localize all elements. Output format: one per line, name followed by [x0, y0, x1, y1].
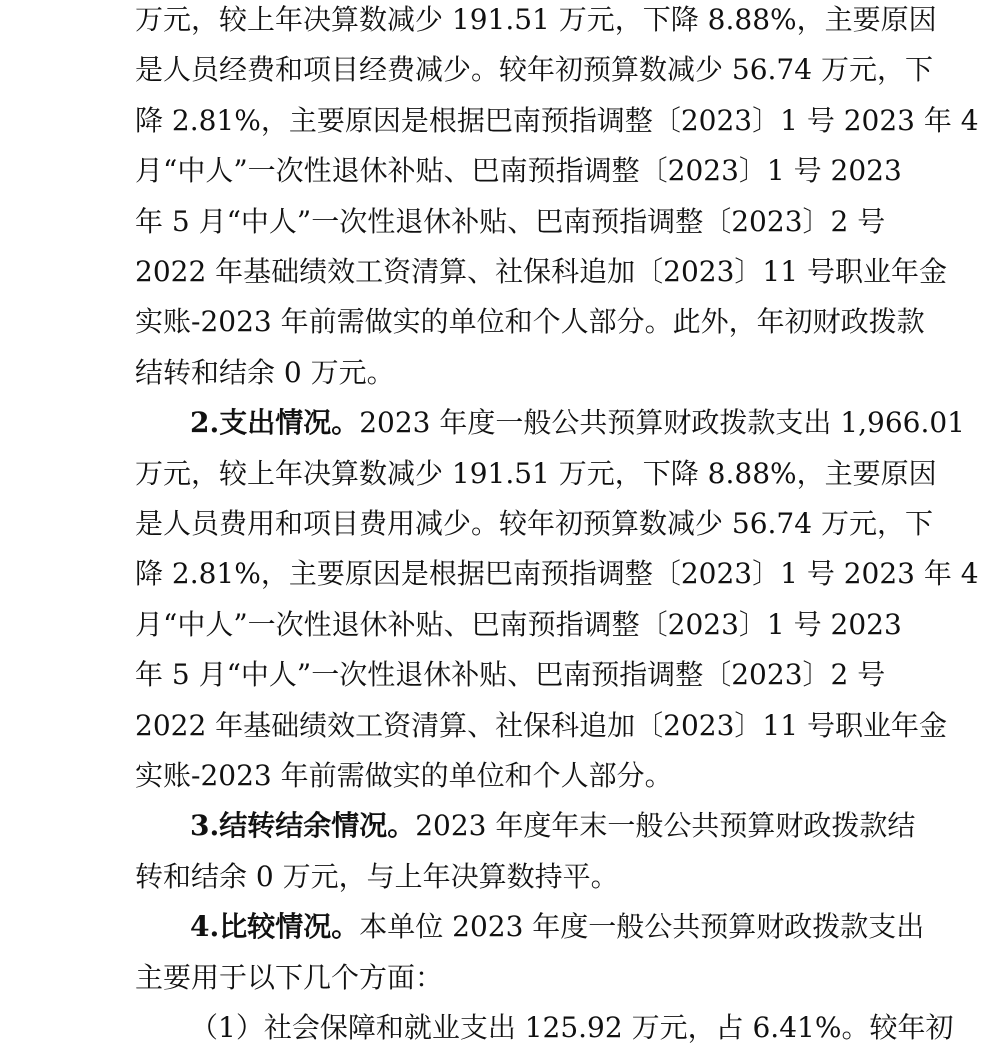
- text-line: [135, 146, 902, 196]
- text-line: [135, 197, 886, 247]
- line-text: 2022 年基础绩效工资清算、社保科追加〔2023〕11 号职业年金: [135, 255, 947, 288]
- text-line: [135, 751, 875, 801]
- line-text: 万元，较上年决算数减少 191.51 万元，下降 8.88%，主要原因: [135, 456, 937, 490]
- section-heading: 3.结转结余情况。: [190, 809, 416, 843]
- text-line: [135, 701, 947, 751]
- text-line: [135, 0, 937, 45]
- line-text: 2023 年度年末一般公共预算财政拨款结: [415, 809, 916, 843]
- line-text: 月“中人”一次性退休补贴、巴南预指调整〔2023〕1 号 2023: [135, 154, 902, 188]
- text-line: [135, 549, 979, 599]
- line-text: 实账-2023 年前需做实的单位和个人部分。: [135, 759, 673, 792]
- line-text: 结转和结余 0 万元。: [135, 355, 395, 389]
- text-line: [190, 1003, 954, 1053]
- line-text: 是人员经费和项目经费减少。较年初预算数减少 56.74 万元，下: [135, 53, 933, 87]
- line-text: （1）社会保障和就业支出 125.92 万元，占 6.41%。较年初: [190, 1011, 954, 1044]
- text-line: [135, 297, 925, 347]
- text-line: [135, 499, 933, 549]
- line-text: 月“中人”一次性退休补贴、巴南预指调整〔2023〕1 号 2023: [135, 607, 902, 641]
- line-text: 2023 年度一般公共预算财政拨款支出 1,966.01: [359, 406, 965, 440]
- line-text: 2022 年基础绩效工资清算、社保科追加〔2023〕11 号职业年金: [135, 708, 947, 742]
- text-line: [190, 902, 925, 952]
- text-line: [190, 398, 965, 448]
- line-text: 降 2.81%，主要原因是根据巴南预指调整〔2023〕1 号 2023 年 4: [135, 557, 979, 591]
- text-line: [135, 247, 947, 297]
- line-text: 实账-2023 年前需做实的单位和个人部分。此外，年初财政拨款: [135, 305, 925, 339]
- text-line: [135, 953, 875, 1003]
- text-line: [135, 852, 875, 902]
- line-text: 转和结余 0 万元，与上年决算数持平。: [135, 859, 619, 893]
- line-text: 降 2.81%，主要原因是根据巴南预指调整〔2023〕1 号 2023 年 4: [135, 103, 979, 137]
- line-text: 万元，较上年决算数减少 191.51 万元，下降 8.88%，主要原因: [135, 3, 937, 36]
- line-text: 年 5 月“中人”一次性退休补贴、巴南预指调整〔2023〕2 号: [135, 204, 886, 238]
- text-line: [190, 801, 916, 851]
- text-line: [135, 45, 933, 95]
- text-line: [135, 600, 902, 650]
- section-heading: 2.支出情况。: [190, 406, 360, 440]
- section-heading: 4.比较情况。: [190, 910, 360, 944]
- text-line: [135, 650, 886, 700]
- line-text: 年 5 月“中人”一次性退休补贴、巴南预指调整〔2023〕2 号: [135, 658, 886, 692]
- text-line: [135, 348, 875, 398]
- text-line: [135, 96, 979, 146]
- line-text: 是人员费用和项目费用减少。较年初预算数减少 56.74 万元，下: [135, 507, 933, 540]
- line-text: 主要用于以下几个方面：: [135, 960, 444, 994]
- line-text: 本单位 2023 年度一般公共预算财政拨款支出: [359, 910, 925, 944]
- text-line: [135, 449, 937, 499]
